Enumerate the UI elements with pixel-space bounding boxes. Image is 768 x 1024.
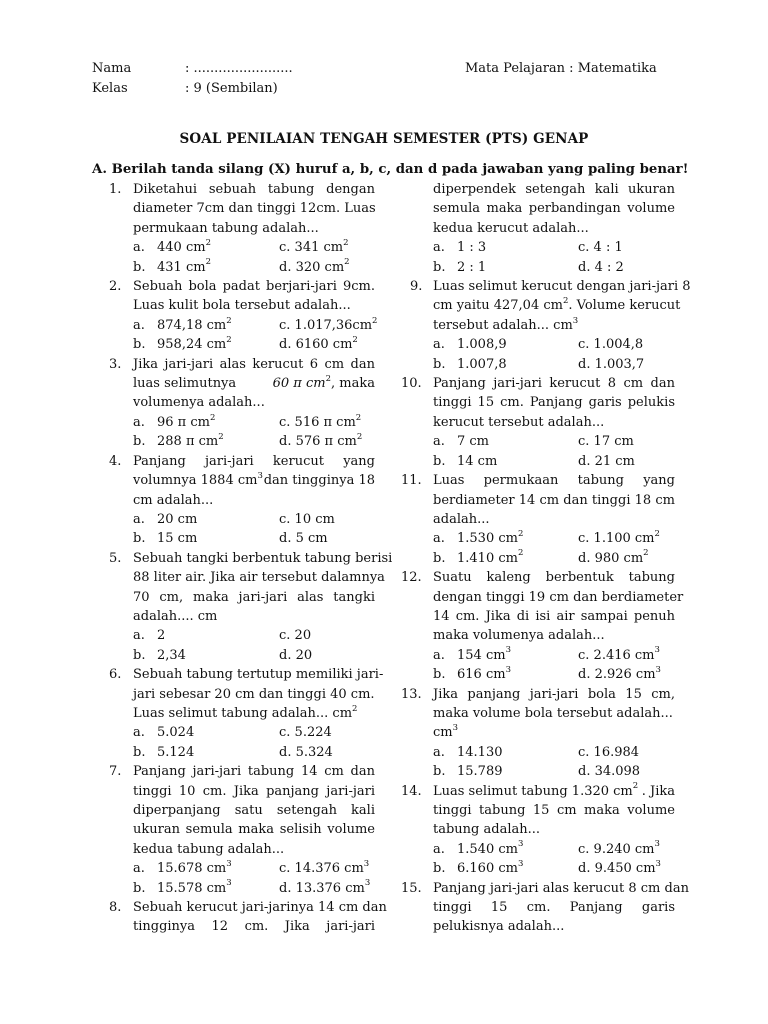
option-d: d. 13.376 $cm^3$ xyxy=(279,878,371,896)
question-4 xyxy=(92,452,375,549)
option-d: d. 2.926 $cm^3$ xyxy=(578,664,661,683)
stem-line: ukuran semula maka selisih volume xyxy=(133,822,375,838)
stem-line: Panjang jari-jari kerucut 8 cm dan xyxy=(433,376,675,392)
option-b: b. 2,34 xyxy=(133,647,186,663)
question-stem xyxy=(133,549,393,627)
kelas-label: Kelas xyxy=(92,81,128,96)
option-c: c. 9.240 $cm^3$ xyxy=(578,839,660,857)
stem-line: tinggi tabung 15 cm maka volume xyxy=(433,803,675,818)
answer-options xyxy=(433,238,675,277)
answer-options xyxy=(133,859,375,898)
question-3 xyxy=(92,355,375,452)
option-b: b. 958,24 $cm^2$ xyxy=(133,334,232,353)
stem-line: tinggi 15 cm. Panjang garis xyxy=(433,900,675,916)
stem-line: dengan tinggi 19 cm dan berdiameter xyxy=(433,589,684,605)
stem-line: berdiameter 14 cm dan tinggi 18 cm xyxy=(433,492,675,508)
option-c: c. 516 π $cm^2$ xyxy=(279,412,362,430)
option-b: b. 15.789 xyxy=(433,764,503,780)
stem-line: cm yaitu 427,04 $cm^2$ . Volume kerucut xyxy=(433,296,681,314)
question-stem xyxy=(433,568,684,646)
question-number: 12. xyxy=(401,570,422,586)
option-b: b. 15 cm xyxy=(133,531,198,547)
option-a: a. 1.530 $cm^2$ xyxy=(433,528,524,547)
stem-line: diperpendek setengah kali ukuran xyxy=(433,182,675,197)
option-a: a. 5.024 xyxy=(133,725,195,741)
question-stem xyxy=(133,762,375,859)
option-d: d. 9.450 $cm^3$ xyxy=(578,858,661,877)
option-c: c. 1.100 $cm^2$ xyxy=(578,528,660,547)
option-d: d. 20 xyxy=(279,647,313,663)
stem-line: cm adalah... xyxy=(133,492,214,508)
stem-line: Sebuah kerucut jari-jarinya 14 cm dan xyxy=(133,900,387,916)
stem-line: luas selimutnya 60 π $cm^2$, maka xyxy=(133,373,375,392)
question-stem xyxy=(433,277,691,335)
option-a: a. 1.008,9 xyxy=(433,337,507,353)
page-title: SOAL PENILAIAN TENGAH SEMESTER (PTS) GENAP xyxy=(179,131,589,147)
answer-options xyxy=(133,626,375,665)
stem-line: Jika jari-jari alas kerucut 6 cm dan xyxy=(133,356,375,372)
question-number: 11. xyxy=(401,473,422,489)
stem-line: jari sebesar 20 cm dan tinggi 40 cm. xyxy=(133,686,375,702)
option-c: c. 20 xyxy=(279,628,312,644)
stem-line: Luas selimut kerucut dengan jari-jari 8 xyxy=(433,279,691,295)
question-number: 1. xyxy=(109,182,122,197)
question-8 xyxy=(92,898,387,937)
stem-line: tabung adalah... xyxy=(433,822,540,838)
stem-line: 88 liter air. Jika air tersebut dalamnya xyxy=(133,570,385,586)
stem-line: adalah... xyxy=(433,511,490,527)
answer-options xyxy=(133,315,378,355)
question-stem xyxy=(133,898,387,937)
option-c: c. 4 : 1 xyxy=(578,240,623,256)
option-b: b. 1.410 $cm^2$ xyxy=(433,548,524,566)
stem-line: pelukisnya adalah... xyxy=(433,919,565,935)
option-c: c. $1.017,36cm^2$ xyxy=(279,315,378,333)
answer-options xyxy=(433,840,675,879)
stem-line: 70 cm, maka jari-jari alas tangki xyxy=(133,589,375,605)
answer-options xyxy=(133,723,375,762)
option-c: c. 341 $cm^2$ xyxy=(279,237,349,256)
option-c: c. 5.224 xyxy=(279,725,332,741)
option-a: a. 20 cm xyxy=(133,511,198,527)
question-stem xyxy=(433,180,675,238)
question-number: 5. xyxy=(109,550,122,566)
option-a: a. 440 $cm^2$ xyxy=(133,237,211,256)
left-column xyxy=(92,180,393,937)
question-number: 13. xyxy=(401,686,422,702)
right-column xyxy=(401,180,691,937)
question-stem xyxy=(133,355,375,413)
stem-line: maka volumenya adalah... xyxy=(433,628,605,644)
option-d: d. 4 : 2 xyxy=(578,259,624,275)
option-a: a. 14.130 xyxy=(433,744,503,760)
stem-line: Panjang jari-jari tabung 14 cm dan xyxy=(133,764,375,780)
stem-line: kedua tabung adalah... xyxy=(133,841,285,857)
question-5 xyxy=(92,549,393,665)
section-instruction: A. Berilah tanda silang (X) huruf a, b, c, dan d pada jawaban yang paling benar! xyxy=(92,162,689,177)
stem-line: volumnya 1884 $cm^3$ dan tingginya 18 xyxy=(133,470,375,489)
question-number: 6. xyxy=(109,667,122,683)
option-a: a. 7 cm xyxy=(433,434,490,450)
option-d: d. 6160 $cm^2$ xyxy=(279,334,358,353)
stem-line: tingginya 12 cm. Jika jari-jari xyxy=(133,919,375,935)
option-c: c. 16.984 xyxy=(578,744,640,760)
stem-line: 14 cm. Jika di isi air sampai penuh xyxy=(433,608,675,624)
stem-line: Luas selimut tabung adalah... $cm^2$ xyxy=(133,703,358,721)
option-b: b. 2 : 1 xyxy=(433,259,487,275)
answer-options xyxy=(433,743,675,782)
option-c: c. 14.376 $cm^3$ xyxy=(279,858,370,877)
stem-line: Sebuah tabung tertutup memiliki jari- xyxy=(133,667,384,683)
stem-line: Luas permukaan tabung yang xyxy=(433,473,675,489)
question-stem xyxy=(433,782,675,840)
nama-label: Nama xyxy=(92,61,132,76)
stem-line: diameter 7cm dan tinggi 12cm. Luas xyxy=(133,201,376,217)
question-11 xyxy=(401,471,675,568)
question-stem xyxy=(433,374,675,432)
answer-options xyxy=(433,335,675,374)
stem-line: Panjang jari-jari alas kerucut 8 cm dan xyxy=(433,880,689,896)
stem-line: Sebuah bola padat berjari-jari 9cm. xyxy=(133,279,375,295)
option-a: a. 15.678 $cm^3$ xyxy=(133,858,232,877)
formula: 60 π cm xyxy=(272,376,326,392)
stem-line: Panjang jari-jari kerucut yang xyxy=(133,453,375,469)
option-c: c. 10 cm xyxy=(279,511,335,527)
question-number: 4. xyxy=(109,453,122,469)
question-stem xyxy=(133,180,375,238)
stem-line: volumenya adalah... xyxy=(133,395,265,411)
option-b: b. 6.160 $cm^3$ xyxy=(433,858,524,877)
stem-line: tinggi 15 cm. Panjang garis pelukis xyxy=(433,395,675,411)
option-b: b. 431 $cm^2$ xyxy=(133,257,211,275)
question-stem xyxy=(433,879,689,937)
question-number: 14. xyxy=(401,783,422,799)
question-stem xyxy=(433,685,675,743)
nama-value: : ........................ xyxy=(185,61,293,76)
option-a: a. 1.540 $cm^3$ xyxy=(433,839,524,857)
question-number: 9. xyxy=(410,279,423,295)
option-b: b. 15.578 $cm^3$ xyxy=(133,878,232,896)
question-number: 3. xyxy=(109,356,122,372)
question-7 xyxy=(92,762,375,898)
question-12 xyxy=(401,568,684,684)
answer-options xyxy=(433,646,675,685)
kelas-value: : 9 (Sembilan) xyxy=(185,81,278,96)
stem-line: Sebuah tangki berbentuk tabung berisi xyxy=(133,550,393,566)
question-8-continued xyxy=(410,180,675,277)
stem-line: adalah.... cm xyxy=(133,608,218,624)
question-2 xyxy=(92,277,378,355)
question-stem xyxy=(133,277,375,316)
stem-line: Suatu kaleng berbentuk tabung xyxy=(433,570,675,586)
question-1 xyxy=(92,180,375,277)
option-d: d. 21 cm xyxy=(578,453,635,469)
option-a: a. 1 : 3 xyxy=(433,240,487,256)
question-number: 10. xyxy=(401,376,422,392)
option-d: d. 576 π $cm^2$ xyxy=(279,431,363,450)
option-b: b. 616 $cm^3$ xyxy=(433,664,511,683)
option-b: b. 288 π $cm^2$ xyxy=(133,431,224,450)
option-c: c. 1.004,8 xyxy=(578,337,644,353)
stem-line: maka volume bola tersebut adalah... xyxy=(433,705,673,721)
option-a: a. 154 $cm^3$ xyxy=(433,645,511,663)
question-stem xyxy=(133,452,375,510)
stem-line: $cm^3$ xyxy=(433,723,459,741)
stem-line: Luas selimut tabung 1.320 $cm^2$ . Jika xyxy=(433,781,675,799)
option-b: b. 5.124 xyxy=(133,744,195,760)
stem-line: tinggi 10 cm. Jika panjang jari-jari xyxy=(133,783,375,799)
stem-line: tersebut adalah... $cm^3$ xyxy=(433,315,579,333)
question-number: 15. xyxy=(401,880,422,896)
answer-options xyxy=(133,238,375,277)
question-stem xyxy=(433,471,675,529)
option-b: b. 14 cm xyxy=(433,453,498,469)
question-number: 7. xyxy=(109,764,122,780)
stem-line: permukaan tabung adalah... xyxy=(133,220,319,236)
question-15 xyxy=(401,879,689,937)
option-b: b. 1.007,8 xyxy=(433,356,507,372)
question-9 xyxy=(410,277,691,374)
stem-line: diperpanjang satu setengah kali xyxy=(133,803,375,818)
option-c: c. 2.416 $cm^3$ xyxy=(578,645,660,663)
stem-line: Luas kulit bola tersebut adalah... xyxy=(133,298,351,314)
question-number: 8. xyxy=(109,900,122,916)
answer-options xyxy=(433,432,675,471)
stem-line: Jika panjang jari-jari bola 15 cm, xyxy=(433,686,675,702)
option-c: c. 17 cm xyxy=(578,434,634,450)
stem-line: Diketahui sebuah tabung dengan xyxy=(133,182,375,197)
answer-options xyxy=(133,510,375,549)
subject-label: Mata Pelajaran : Matematika xyxy=(465,61,657,76)
question-stem xyxy=(133,665,384,723)
question-6 xyxy=(92,665,384,762)
option-d: d. 34.098 xyxy=(578,764,641,780)
option-a: a. 874,18 $cm^2$ xyxy=(133,315,232,333)
stem-line: kerucut tersebut adalah... xyxy=(433,414,605,430)
stem-line: kedua kerucut adalah... xyxy=(433,220,589,236)
answer-options xyxy=(133,413,375,452)
answer-options xyxy=(433,529,675,568)
option-d: d. 5.324 xyxy=(279,744,333,760)
option-d: d. 5 cm xyxy=(279,531,328,547)
question-10 xyxy=(401,374,675,471)
option-a: a. 2 xyxy=(133,628,166,644)
option-d: d. 320 $cm^2$ xyxy=(279,257,350,275)
stem-line: semula maka perbandingan volume xyxy=(433,201,675,217)
option-d: d. 1.003,7 xyxy=(578,356,645,372)
question-14 xyxy=(401,781,675,879)
question-number: 2. xyxy=(109,279,122,295)
option-d: d. 980 $cm^2$ xyxy=(578,548,649,566)
question-13 xyxy=(401,685,675,782)
option-a: a. 96 π $cm^2$ xyxy=(133,412,216,430)
